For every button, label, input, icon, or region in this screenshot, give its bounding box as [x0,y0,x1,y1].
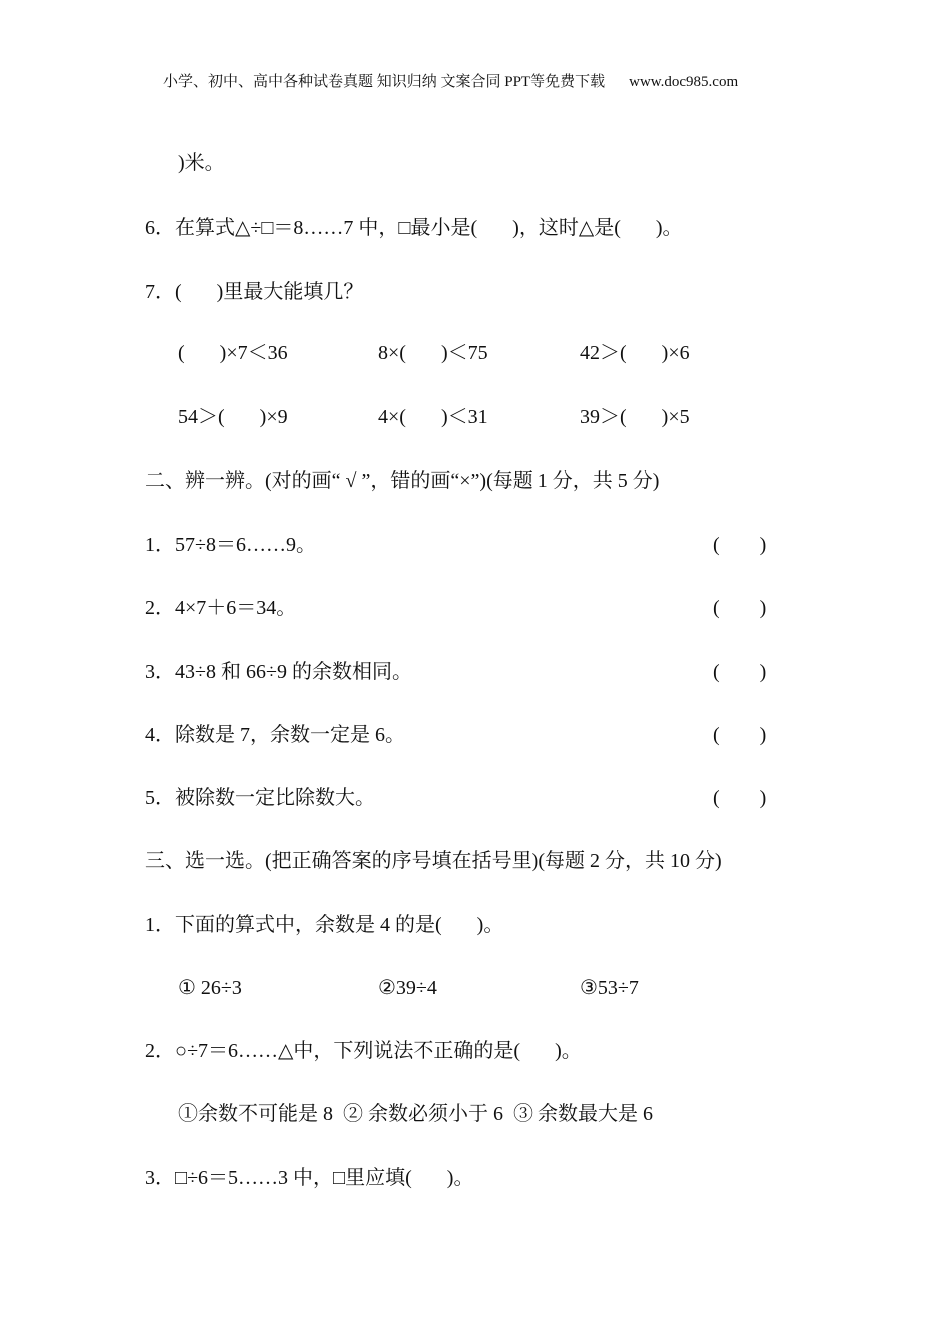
continued-line: )米。 [178,152,225,174]
section-3-title: 三、选一选。(把正确答案的序号填在括号里)(每题 2 分，共 10 分) [145,850,722,872]
judge-item: 3．43÷8 和 66÷9 的余数相同。 [145,661,412,683]
answer-blank: ( ) [713,597,767,619]
answer-blank: ( ) [713,661,767,683]
choice-question-2: 2．○÷7＝6……△中，下列说法不正确的是( )。 [145,1040,582,1062]
choice-option: ②39÷4 [378,977,437,999]
page-header [163,70,738,91]
q7-item: 8×( )＜75 [378,342,488,364]
choice-options-2: ①余数不可能是 8 ② 余数必须小于 6 ③ 余数最大是 6 [178,1103,653,1125]
q7-item: 54＞( )×9 [178,406,288,428]
section-2-title: 二、辨一辨。(对的画“ √ ”，错的画“×”)(每题 1 分，共 5 分) [145,470,660,492]
judge-item: 5．被除数一定比除数大。 [145,787,375,809]
judge-item: 2．4×7＋6＝34。 [145,597,297,619]
header-url: www.doc985.com [629,74,739,90]
choice-question-1: 1．下面的算式中，余数是 4 的是( )。 [145,914,504,936]
question-7: 7．( )里最大能填几？ [145,281,364,303]
q7-item: 42＞( )×6 [580,342,690,364]
judge-item: 4．除数是 7，余数一定是 6。 [145,724,405,746]
answer-blank: ( ) [713,787,767,809]
answer-blank: ( ) [713,724,767,746]
header-text: 小学、初中、高中各种试卷真题 知识归纳 文案合同 PPT等免费下载 [163,74,606,90]
choice-question-3: 3．□÷6＝5……3 中，□里应填( )。 [145,1167,474,1189]
answer-blank: ( ) [713,534,767,556]
q7-item: 39＞( )×5 [580,406,690,428]
q7-item: ( )×7＜36 [178,342,288,364]
choice-option: ③53÷7 [580,977,639,999]
question-6: 6．在算式△÷□＝8……7 中，□最小是( )，这时△是( )。 [145,217,683,239]
q7-item: 4×( )＜31 [378,406,488,428]
judge-item: 1．57÷8＝6……9。 [145,534,316,556]
choice-option: ① 26÷3 [178,977,242,999]
